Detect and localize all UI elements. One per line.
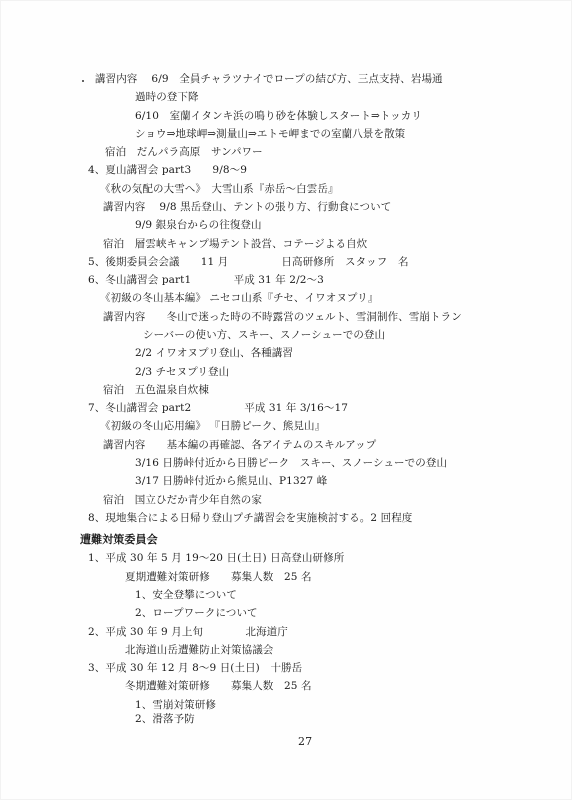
text-line: シーバーの使い方、スキー、スノーシューでの登山 — [143, 329, 386, 341]
text-line: 《初級の冬山応用編》 『日勝ピーク、熊見山』 — [100, 420, 326, 432]
text-line: 3/17 日勝峠付近から熊見山、P1327 峰 — [135, 475, 328, 487]
text-line: 講習内容 6/9 全員チャラツナイでロープの結び方、三点支持、岩場通 — [95, 73, 443, 85]
text-line: 2、ロープワークについて — [135, 607, 258, 619]
stray-mark — [82, 80, 84, 82]
text-line: ショウ⇒地球岬⇒測量山⇒エトモ岬までの室蘭八景を散策 — [135, 128, 406, 140]
text-line: 3、平成 30 年 12 月 8～9 日(土日) 十勝岳 — [88, 662, 303, 674]
text-line: 4、夏山講習会 part3 9/8～9 — [88, 164, 247, 176]
text-line: 2/2 イワオヌプリ登山、各種講習 — [135, 347, 294, 359]
text-line: 宿泊 五色温泉自炊棟 — [103, 384, 209, 396]
text-line: 3/16 日勝峠付近から日勝ピーク スキー、スノーシューでの登山 — [135, 457, 448, 469]
text-line: 夏期遭難対策研修 募集人数 25 名 — [125, 571, 312, 583]
text-line: 2/3 チセヌプリ登山 — [135, 366, 230, 378]
text-line: 講習内容 冬山で迷った時の不時露営のツェルト、雪洞制作、雪崩トラン — [103, 311, 462, 323]
text-line: 7、冬山講習会 part2 平成 31 年 3/16～17 — [88, 402, 349, 414]
section-heading: 遭難対策委員会 — [80, 533, 158, 546]
text-line: 講習内容 基本編の再確認、各アイテムのスキルアップ — [103, 439, 377, 451]
text-line: 宿泊 だんパラ高原 サンパワー — [105, 146, 263, 158]
text-line: 過時の登下降 — [135, 91, 199, 103]
text-line: 2、平成 30 年 9 月上旬 北海道庁 — [88, 626, 288, 638]
text-line: 1、雪崩対策研修 — [135, 699, 216, 711]
text-line: 1、平成 30 年 5 月 19～20 日(土日) 日高登山研修所 — [88, 552, 345, 564]
text-line: 6/10 室蘭イタンキ浜の鳴り砂を体験しスタート⇒トッカリ — [135, 110, 422, 122]
text-line: 冬期遭難対策研修 募集人数 25 名 — [125, 680, 312, 692]
text-line: 1、安全登攀について — [135, 589, 237, 601]
text-line: 宿泊 層雲峡キャンプ場テント設営、コテージよる自炊 — [103, 238, 368, 250]
text-line: 北海道山岳遭難防止対策協議会 — [125, 644, 274, 656]
text-line: 2、滑落予防 — [135, 713, 195, 725]
text-line: 宿泊 国立ひだか青少年自然の家 — [103, 494, 262, 506]
text-line: 8、現地集合による日帰り登山プチ講習会を実施検討する。2 回程度 — [88, 512, 413, 524]
text-line: 6、冬山講習会 part1 平成 31 年 2/2～3 — [88, 274, 324, 286]
text-line: 9/9 銀泉台からの往復登山 — [135, 219, 262, 231]
text-line: 講習内容 9/8 黒岳登山、テントの張り方、行動食について — [103, 201, 392, 213]
text-line: 《初級の冬山基本編》 ニセコ山系『チセ、イワオヌプリ』 — [100, 292, 379, 304]
text-line: 5、後期委員会会議 11 月 日高研修所 スタッフ 名 — [88, 256, 409, 268]
text-line: 《秋の気配の大雪へ》 大雪山系『赤岳～白雲岳』 — [100, 183, 339, 195]
page-number: 27 — [298, 735, 313, 748]
